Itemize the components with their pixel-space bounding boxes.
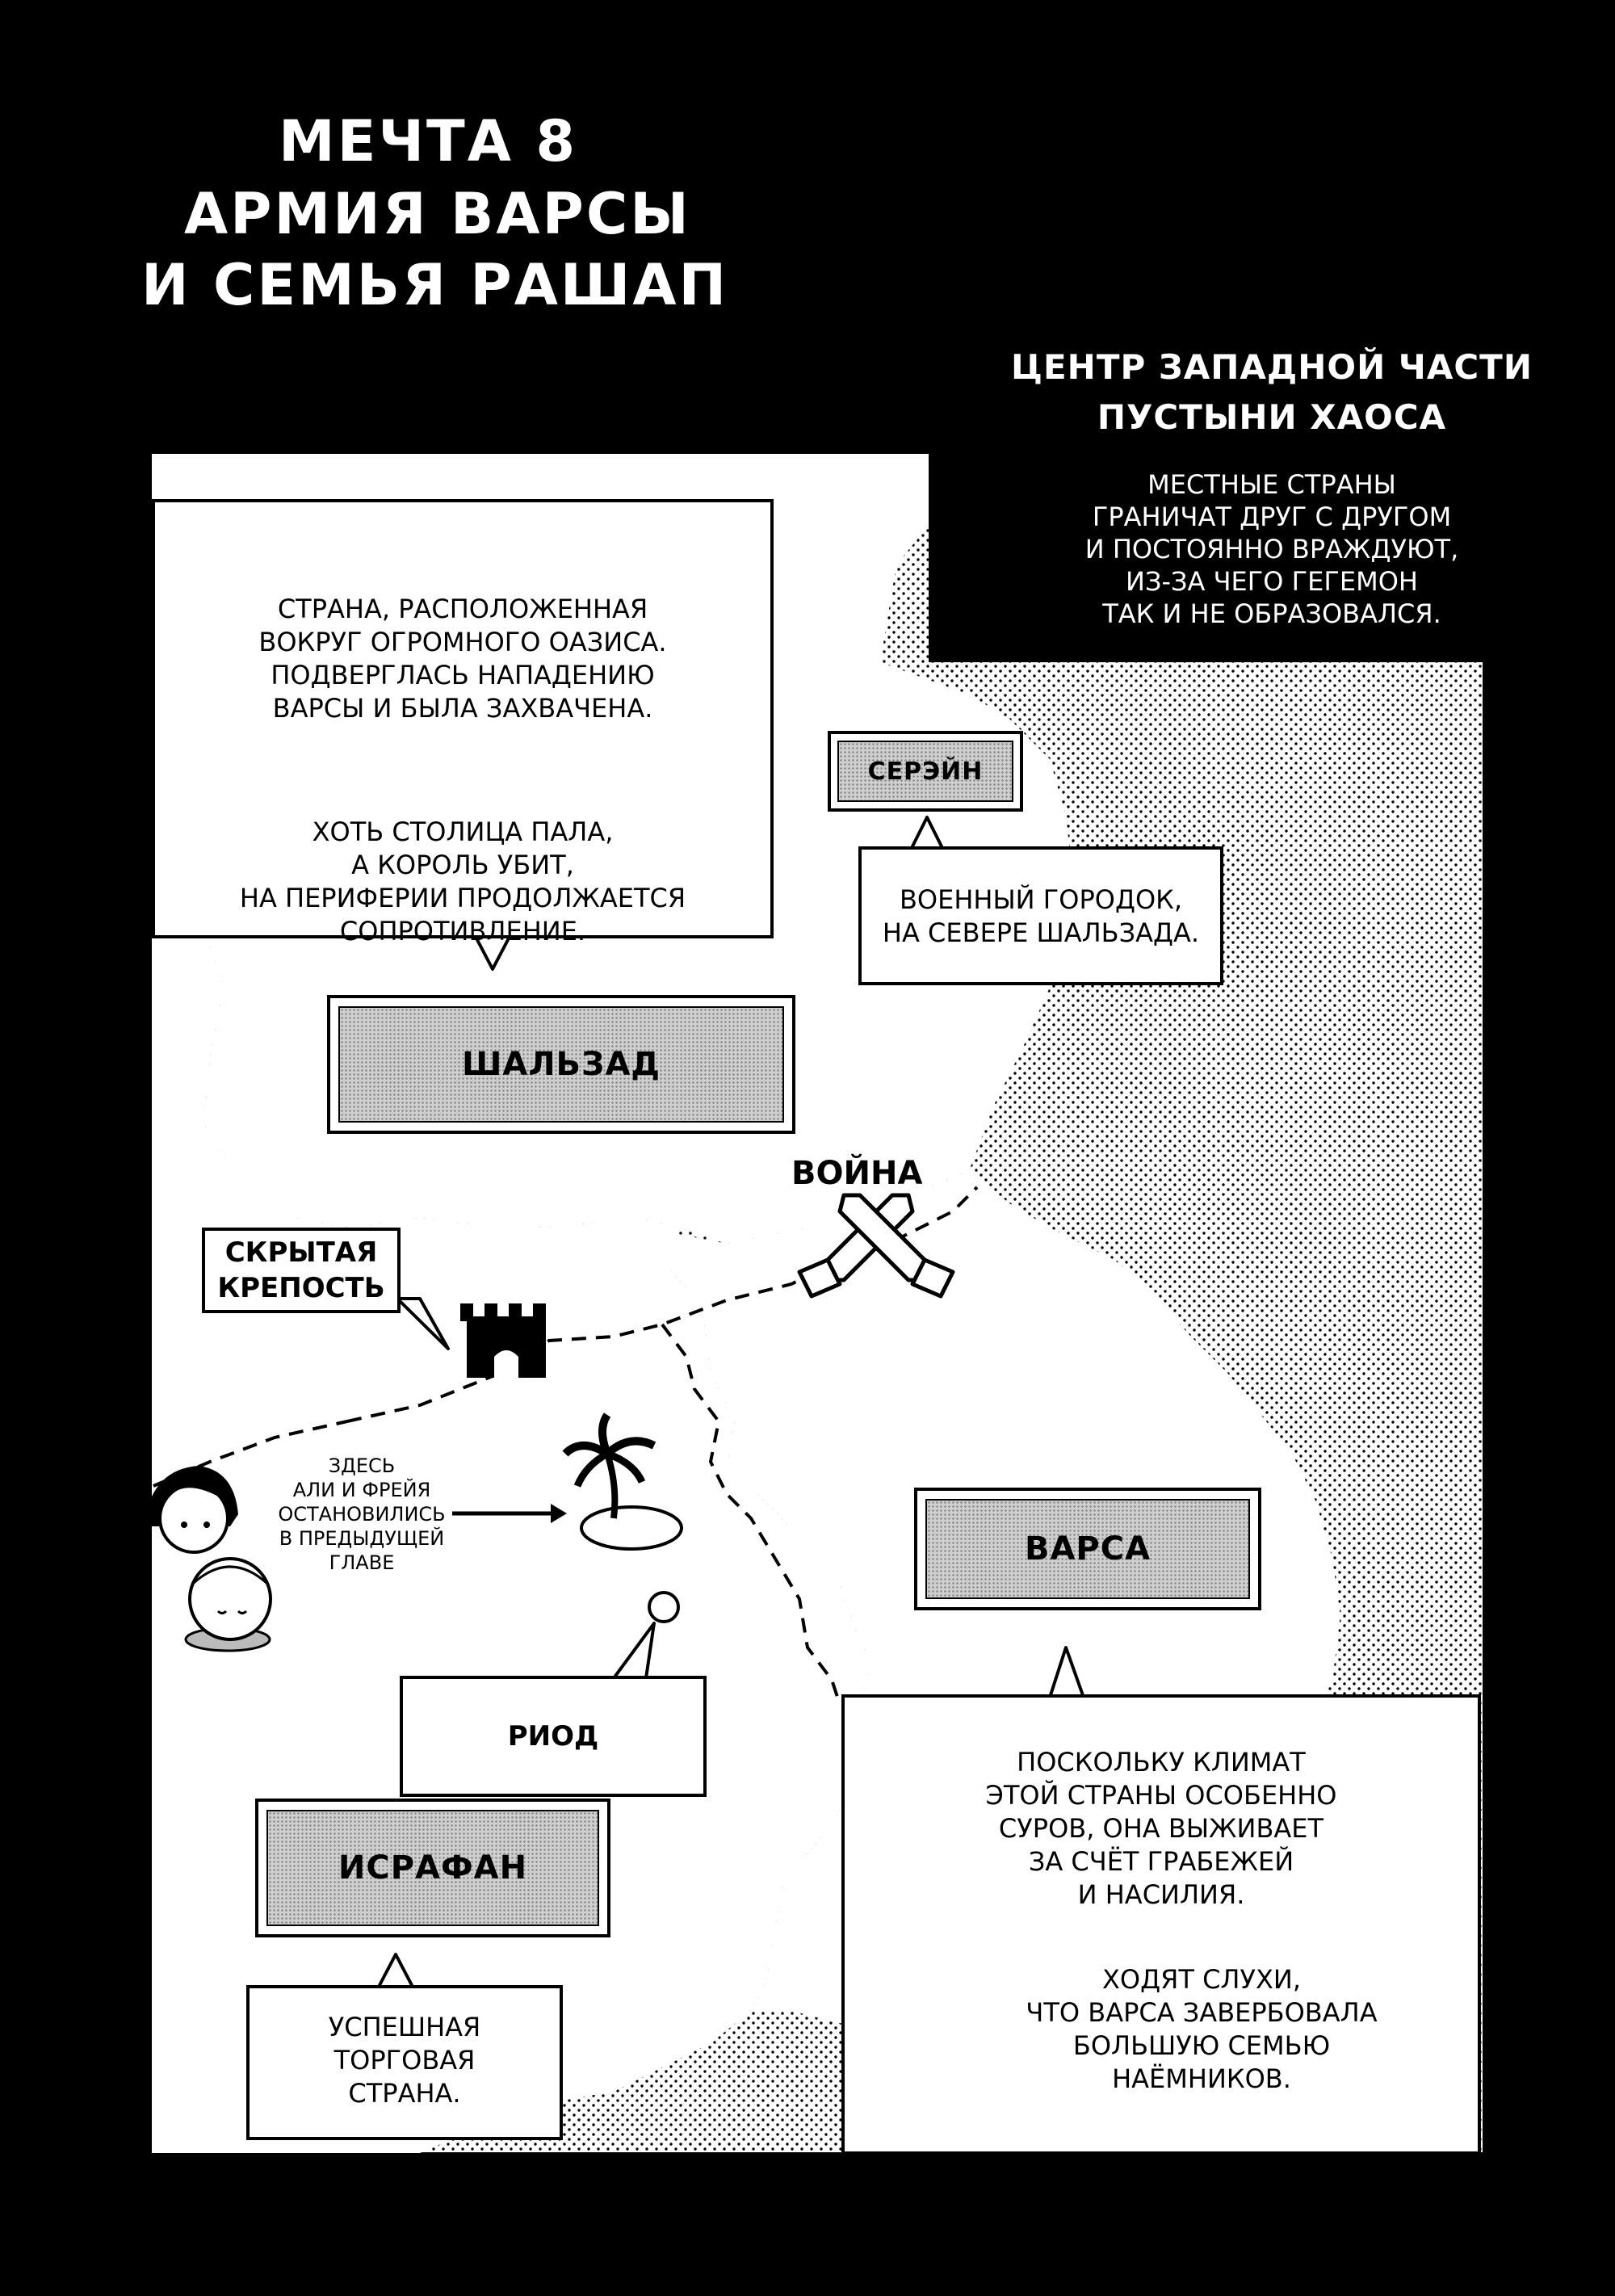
serein-label — [828, 731, 1023, 812]
region-heading-line-2: ПУСТЫНИ ХАОСА — [1097, 397, 1447, 437]
region-desc-line: МЕСТНЫЕ СТРАНЫ — [1147, 469, 1396, 500]
region-heading-line-1: ЦЕНТР ЗАПАДНОЙ ЧАСТИ — [1011, 347, 1533, 387]
shalzad-text-line: ВОКРУГ ОГРОМНОГО ОАЗИСА. — [258, 627, 667, 657]
varsa-text-line: ХОДЯТ СЛУХИ, — [1102, 1964, 1301, 1995]
region-description — [929, 468, 1615, 630]
serein-name: СЕРЭЙН — [837, 741, 1013, 802]
varsa-text-line: И НАСИЛИЯ. — [1077, 1879, 1245, 1910]
riod-label — [400, 1676, 707, 1797]
varsa-text-line: ПОСКОЛЬКУ КЛИМАТ — [1017, 1747, 1306, 1778]
note-line: В ПРЕДЫДУЩЕЙ — [279, 1527, 445, 1550]
region-desc-line: ИЗ-ЗА ЧЕГО ГЕГЕМОН — [1126, 566, 1418, 597]
note-line: ГЛАВЕ — [329, 1551, 395, 1574]
varsa-text-line: БОЛЬШУЮ СЕМЬЮ — [1072, 2030, 1331, 2061]
varsa-text-line: ЭТОЙ СТРАНЫ ОСОБЕННО — [985, 1780, 1337, 1811]
riod-name: РИОД — [507, 1720, 599, 1752]
shalzad-label — [327, 995, 795, 1134]
varsa-info-bubble — [841, 1694, 1481, 2155]
region-desc-line: И ПОСТОЯННО ВРАЖДУЮТ, — [1084, 534, 1459, 565]
shalzad-info-bubble — [152, 499, 774, 947]
israfan-text-line: ТОРГОВАЯ — [333, 2045, 476, 2076]
note-line: ЗДЕСЬ — [328, 1454, 396, 1477]
shalzad-text-line: ВАРСЫ И БЫЛА ЗАХВАЧЕНА. — [272, 693, 653, 724]
chapter-title-line-2: АРМИЯ ВАРСЫ — [184, 181, 691, 247]
war-label: ВОЙНА — [791, 1155, 923, 1192]
shalzad-text-line: ХОТЬ СТОЛИЦА ПАЛА, — [312, 816, 614, 847]
serein-text-line: ВОЕННЫЙ ГОРОДОК, — [899, 884, 1183, 915]
characters-note — [273, 1454, 451, 1575]
varsa-text-line: НАЁМНИКОВ. — [1112, 2063, 1291, 2094]
shalzad-name: ШАЛЬЗАД — [338, 1006, 784, 1123]
varsa-text-line: ЧТО ВАРСА ЗАВЕРБОВАЛА — [1026, 1997, 1378, 2028]
note-line: ОСТАНОВИЛИСЬ — [278, 1503, 446, 1526]
israfan-name: ИСРАФАН — [266, 1810, 599, 1926]
chapter-title-line-1: МЕЧТА 8 — [279, 108, 578, 174]
israfan-text-line: СТРАНА. — [348, 2078, 461, 2109]
region-desc-line: ГРАНИЧАТ ДРУГ С ДРУГОМ — [1092, 502, 1452, 532]
serein-info-bubble — [858, 846, 1223, 985]
varsa-text-line: ЗА СЧЁТ ГРАБЕЖЕЙ — [1028, 1846, 1294, 1877]
israfan-info-bubble — [246, 1985, 563, 2140]
shalzad-text-line: СОПРОТИВЛЕНИЕ. — [339, 916, 586, 947]
fortress-label-line: СКРЫТАЯ — [224, 1236, 378, 1269]
shalzad-text-line: А КОРОЛЬ УБИТ, — [351, 850, 574, 880]
region-desc-line: ТАК И НЕ ОБРАЗОВАЛСЯ. — [1102, 598, 1441, 629]
varsa-text-line: СУРОВ, ОНА ВЫЖИВАЕТ — [998, 1813, 1324, 1844]
hidden-fortress-label — [202, 1228, 401, 1313]
israfan-text-line: УСПЕШНАЯ — [328, 2012, 481, 2042]
riod-city-marker — [649, 1593, 678, 1622]
israfan-label — [255, 1799, 610, 1937]
note-line: АЛИ И ФРЕЙЯ — [292, 1479, 431, 1501]
shalzad-text-line: ПОДВЕРГЛАСЬ НАПАДЕНИЮ — [271, 660, 655, 690]
serein-text-line: НА СЕВЕРЕ ШАЛЬЗАДА. — [882, 917, 1200, 948]
shalzad-text-line: НА ПЕРИФЕРИИ ПРОДОЛЖАЕТСЯ — [239, 883, 686, 913]
shalzad-text-line: СТРАНА, РАСПОЛОЖЕННАЯ — [277, 594, 648, 624]
varsa-label — [914, 1488, 1261, 1610]
varsa-name: ВАРСА — [925, 1499, 1250, 1599]
fortress-label-line: КРЕПОСТЬ — [217, 1272, 385, 1304]
chapter-title-line-3: И СЕМЬЯ РАШАП — [141, 252, 729, 318]
